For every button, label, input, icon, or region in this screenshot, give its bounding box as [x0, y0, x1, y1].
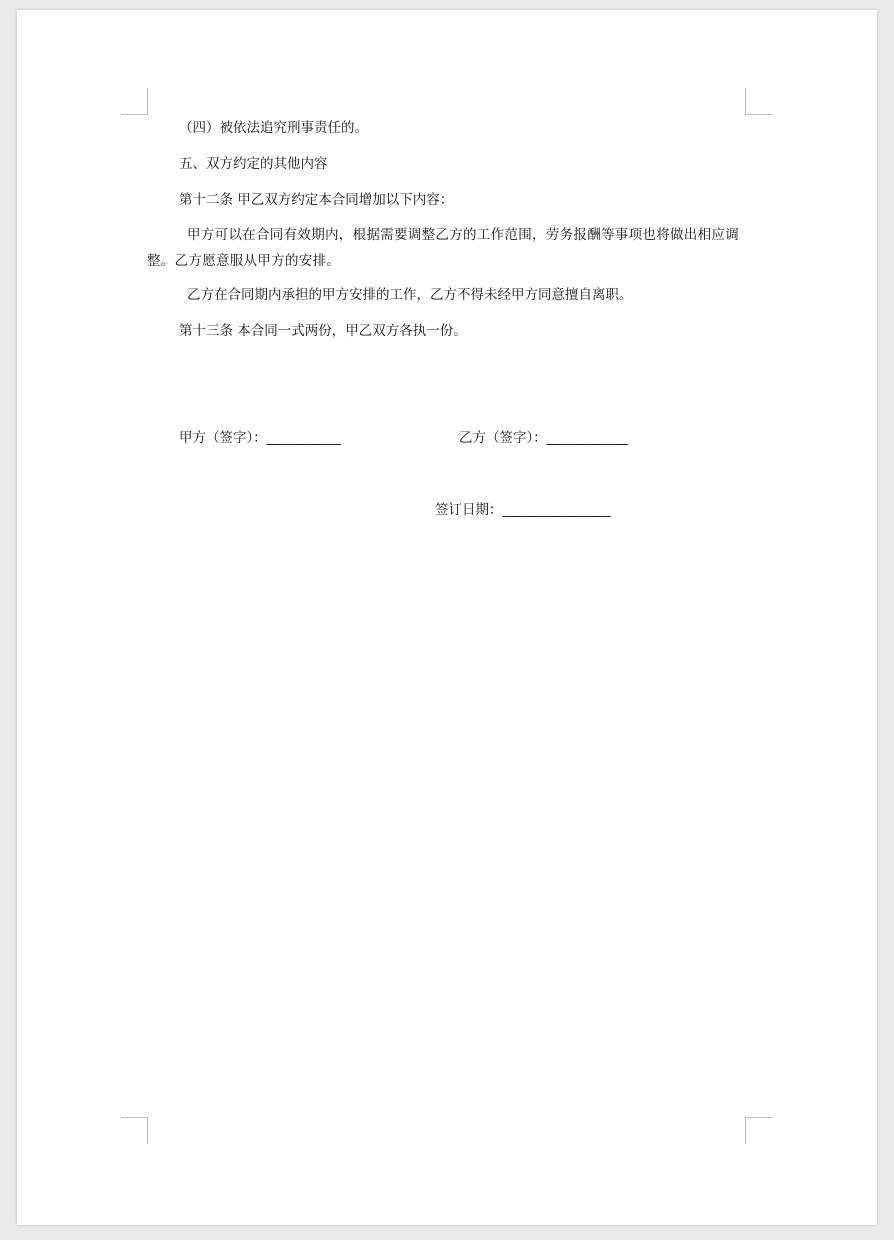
- signing-date: 签订日期：________________: [435, 502, 611, 518]
- margin-corner-top-left: [121, 88, 148, 115]
- article-13: 第十三条 本合同一式两份，甲乙双方各执一份。: [179, 323, 467, 339]
- margin-corner-top-right: [745, 88, 772, 115]
- party-a-signature: 甲方（签字）：___________: [179, 430, 341, 446]
- margin-corner-bottom-left: [121, 1117, 148, 1144]
- article-12: 第十二条 甲乙双方约定本合同增加以下内容：: [179, 192, 454, 208]
- article-12-paragraph-2: 乙方在合同期内承担的甲方安排的工作，乙方不得未经甲方同意擅自离职。: [187, 287, 633, 303]
- document-page: [17, 10, 877, 1225]
- margin-corner-bottom-right: [745, 1117, 772, 1144]
- party-b-signature: 乙方（签字）：____________: [459, 430, 628, 446]
- article-12-paragraph-1: 甲方可以在合同有效期内，根据需要调整乙方的工作范围，劳务报酬等事项也将做出相应调整。乙方愿意服从甲方的安排。: [147, 227, 739, 269]
- clause-item-4: （四）被依法追究刑事责任的。: [179, 120, 368, 136]
- section-5-heading: 五、双方约定的其他内容: [179, 156, 328, 172]
